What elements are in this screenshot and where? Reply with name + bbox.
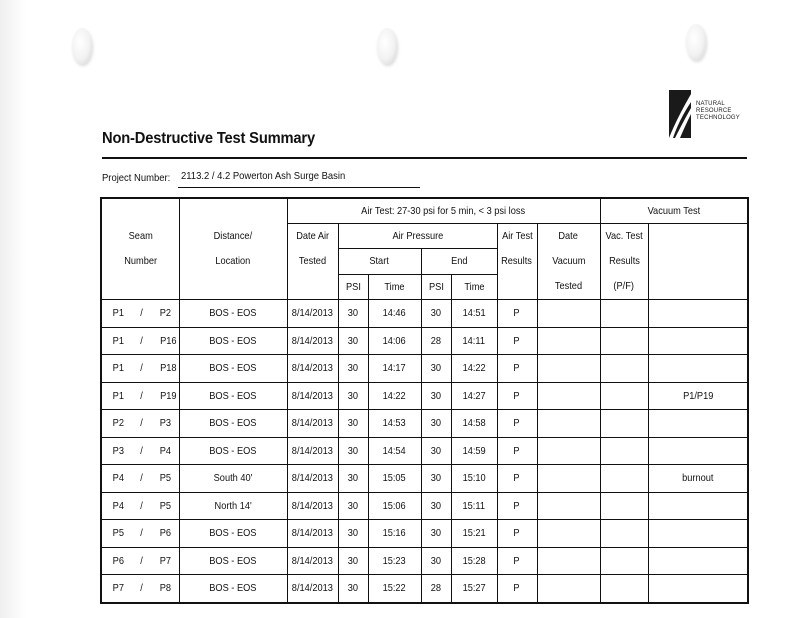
start-psi-value: 30 [347, 417, 359, 430]
seam-separator: / [140, 389, 143, 402]
table-row [101, 547, 748, 575]
location-value: BOS - EOS [209, 307, 257, 320]
vacuum-result-cell [600, 355, 648, 383]
date-air-cell [287, 547, 338, 575]
air-result-value: P [513, 444, 521, 457]
location-value: BOS - EOS [209, 334, 257, 347]
start-time-value: 15:22 [382, 582, 407, 595]
start-time-cell [368, 437, 421, 465]
seam-start-panel: P2 [112, 417, 124, 430]
vacuum-result-cell [600, 382, 648, 410]
logo-text [696, 101, 740, 122]
end-psi-cell [421, 355, 451, 383]
start-time-value: 14:54 [382, 444, 407, 457]
end-time-cell [451, 575, 497, 603]
date-air-value: 8/14/2013 [291, 334, 334, 347]
vac-test-results-header [600, 224, 648, 300]
page-title: Non-Destructive Test Summary [102, 130, 315, 147]
start-psi-value: 30 [347, 499, 359, 512]
seam-number-cell [101, 382, 179, 410]
air-result-cell [497, 300, 537, 328]
header-text: Results [501, 255, 533, 267]
end-psi-value: 30 [430, 307, 442, 320]
start-time-cell [368, 382, 421, 410]
vacuum-date-cell [537, 492, 600, 520]
start-psi-cell [338, 327, 368, 355]
date-air-cell [287, 520, 338, 548]
end-psi-cell [421, 410, 451, 438]
location-value: BOS - EOS [209, 362, 257, 375]
air-pressure-header [338, 224, 497, 249]
end-psi-cell [421, 437, 451, 465]
end-psi-value: 28 [430, 334, 442, 347]
table-row [101, 300, 748, 328]
date-air-cell [287, 300, 338, 328]
seam-start-panel: P1 [112, 307, 124, 320]
header-text: Date Air [296, 230, 329, 242]
vacuum-date-cell [537, 410, 600, 438]
header-text: Date [558, 230, 579, 242]
air-result-cell [497, 355, 537, 383]
seam-start-panel: P5 [112, 527, 124, 540]
comment-cell [648, 355, 748, 383]
seam-end-panel: P5 [159, 499, 172, 512]
start-time-cell [368, 410, 421, 438]
air-result-value: P [513, 334, 521, 347]
end-psi-value: 30 [430, 417, 442, 430]
start-time-value: 14:46 [382, 307, 407, 320]
logo-line: NATURAL [696, 101, 725, 107]
start-psi-value: 30 [347, 554, 359, 567]
seam-number-cell [101, 327, 179, 355]
start-time-value: 14:17 [382, 362, 407, 375]
start-psi-value: 30 [347, 527, 359, 540]
end-psi-value: 30 [430, 389, 442, 402]
seam-separator: / [140, 417, 143, 430]
end-psi-value: 30 [430, 444, 442, 457]
air-result-cell [497, 465, 537, 493]
vacuum-result-cell [600, 437, 648, 465]
location-value: South 40' [213, 472, 253, 485]
header-text: PSI [428, 280, 444, 293]
comment-cell [648, 410, 748, 438]
air-result-value: P [513, 499, 521, 512]
end-psi-value: 30 [430, 362, 442, 375]
seam-separator: / [140, 472, 143, 485]
header-text: Vacuum [551, 255, 586, 267]
date-air-value: 8/14/2013 [291, 389, 334, 402]
start-psi-value: 30 [347, 389, 359, 402]
location-cell [179, 300, 287, 328]
start-psi-value: 30 [347, 334, 359, 347]
start-psi-cell [338, 465, 368, 493]
table-row [101, 327, 748, 355]
end-time-cell [451, 327, 497, 355]
start-psi-value: 30 [347, 362, 359, 375]
vacuum-date-cell [537, 300, 600, 328]
seam-separator: / [140, 307, 143, 320]
start-time-value: 14:53 [382, 417, 407, 430]
logo-line: RESOURCE [696, 108, 732, 114]
end-psi-header [421, 274, 451, 299]
header-text: End [450, 255, 468, 268]
table-row [101, 382, 748, 410]
vacuum-date-cell [537, 547, 600, 575]
comment-cell [648, 300, 748, 328]
end-psi-value: 30 [430, 527, 442, 540]
location-value: BOS - EOS [209, 444, 257, 457]
air-result-value: P [513, 527, 521, 540]
table-row [101, 492, 748, 520]
air-result-cell [497, 410, 537, 438]
start-time-cell [368, 547, 421, 575]
end-time-header [451, 274, 497, 299]
end-psi-cell [421, 520, 451, 548]
date-air-cell [287, 437, 338, 465]
start-psi-value: 30 [347, 307, 359, 320]
header-text: Start [369, 255, 390, 268]
seam-end-panel: P18 [160, 362, 177, 375]
seam-separator: / [140, 582, 143, 595]
start-time-header [368, 274, 421, 299]
end-time-cell [451, 410, 497, 438]
table-row [101, 465, 748, 493]
date-air-value: 8/14/2013 [291, 417, 334, 430]
end-psi-cell [421, 492, 451, 520]
comment-cell [648, 492, 748, 520]
header-text: Results [608, 255, 640, 267]
seam-number-cell [101, 355, 179, 383]
start-time-value: 15:23 [382, 554, 407, 567]
date-air-value: 8/14/2013 [291, 582, 334, 595]
seam-number-cell [101, 465, 179, 493]
date-air-value: 8/14/2013 [291, 472, 334, 485]
seam-separator: / [140, 444, 143, 457]
table-row [101, 575, 748, 603]
start-psi-cell [338, 300, 368, 328]
air-result-cell [497, 575, 537, 603]
seam-number-cell [101, 547, 179, 575]
header-text: PSI [345, 280, 361, 293]
table-row [101, 520, 748, 548]
comment-cell [648, 382, 748, 410]
vacuum-result-cell [600, 465, 648, 493]
header-text: (P/F) [613, 280, 635, 292]
vacuum-result-cell [600, 520, 648, 548]
end-time-value: 14:22 [462, 362, 486, 375]
date-air-value: 8/14/2013 [291, 499, 334, 512]
air-result-cell [497, 382, 537, 410]
project-number-underline [178, 187, 420, 188]
seam-start-panel: P4 [112, 499, 124, 512]
header-text: Distance/ [213, 230, 253, 242]
location-cell [179, 327, 287, 355]
location-cell [179, 492, 287, 520]
comment-cell [648, 520, 748, 548]
start-time-cell [368, 575, 421, 603]
start-psi-value: 30 [347, 444, 359, 457]
start-psi-cell [338, 437, 368, 465]
end-time-value: 14:58 [462, 417, 486, 430]
vacuum-date-cell [537, 355, 600, 383]
header-text: Time [463, 280, 485, 293]
comment-cell [648, 437, 748, 465]
air-result-value: P [513, 417, 521, 430]
end-time-value: 15:10 [462, 472, 486, 485]
header-text: Tested [554, 280, 583, 292]
location-value: North 14' [214, 499, 252, 512]
start-psi-header [338, 274, 368, 299]
start-time-value: 15:16 [382, 527, 407, 540]
date-air-cell [287, 382, 338, 410]
header-text: Location [215, 255, 251, 267]
location-value: BOS - EOS [209, 582, 257, 595]
end-time-cell [451, 492, 497, 520]
end-psi-cell [421, 327, 451, 355]
title-divider [102, 157, 747, 159]
location-cell [179, 355, 287, 383]
end-psi-cell [421, 382, 451, 410]
comment-value: burnout [682, 472, 714, 485]
test-summary-table [100, 197, 749, 604]
end-psi-cell [421, 575, 451, 603]
end-time-value: 15:21 [462, 527, 486, 540]
seam-number-cell [101, 300, 179, 328]
air-result-value: P [513, 554, 521, 567]
seam-end-panel: P19 [160, 389, 177, 402]
end-time-cell [451, 300, 497, 328]
start-psi-cell [338, 520, 368, 548]
header-text: Vacuum Test [647, 205, 701, 217]
header-text: Number [123, 255, 157, 267]
date-air-value: 8/14/2013 [291, 527, 334, 540]
seam-end-panel: P2 [159, 307, 172, 320]
date-air-cell [287, 355, 338, 383]
company-logo [667, 88, 747, 140]
end-time-value: 15:27 [462, 582, 486, 595]
start-time-cell [368, 327, 421, 355]
seam-start-panel: P1 [112, 389, 124, 402]
seam-separator: / [140, 334, 143, 347]
header-text: Air Test [501, 230, 533, 242]
location-cell [179, 547, 287, 575]
seam-end-panel: P4 [159, 444, 172, 457]
header-text: Vac. Test [605, 230, 643, 242]
date-vacuum-tested-header [537, 224, 600, 300]
vacuum-result-cell [600, 547, 648, 575]
start-psi-cell [338, 355, 368, 383]
start-time-cell [368, 300, 421, 328]
location-cell [179, 437, 287, 465]
seam-start-panel: P7 [112, 582, 124, 595]
project-number-value: 2113.2 / 4.2 Powerton Ash Surge Basin [181, 170, 346, 182]
seam-start-panel: P3 [112, 444, 124, 457]
end-time-value: 14:51 [462, 307, 486, 320]
end-time-cell [451, 382, 497, 410]
end-time-cell [451, 465, 497, 493]
seam-end-panel: P3 [159, 417, 172, 430]
start-psi-cell [338, 547, 368, 575]
vacuum-test-group-header [600, 198, 748, 224]
end-time-cell [451, 520, 497, 548]
header-text: Time [384, 280, 405, 293]
air-result-value: P [513, 307, 521, 320]
project-number-label: Project Number: [102, 172, 171, 184]
vacuum-date-cell [537, 520, 600, 548]
binder-hole [72, 28, 92, 64]
vacuum-result-cell [600, 410, 648, 438]
comment-cell [648, 547, 748, 575]
scan-edge-shadow [0, 0, 26, 618]
start-psi-cell [338, 382, 368, 410]
air-result-cell [497, 492, 537, 520]
start-time-cell [368, 520, 421, 548]
start-time-value: 14:06 [382, 334, 407, 347]
header-text: Air Test: 27-30 psi for 5 min, < 3 psi loss [361, 205, 526, 217]
logo-line: TECHNOLOGY [696, 115, 741, 121]
start-time-cell [368, 465, 421, 493]
table-row [101, 437, 748, 465]
location-cell [179, 520, 287, 548]
binder-hole [686, 24, 706, 60]
end-time-cell [451, 547, 497, 575]
air-test-results-header [497, 224, 537, 300]
binder-hole [377, 28, 397, 64]
comment-value: P1/P19 [682, 389, 714, 402]
air-result-value: P [513, 582, 521, 595]
date-air-tested-header [287, 224, 338, 300]
end-psi-cell [421, 300, 451, 328]
seam-separator: / [140, 362, 143, 375]
seam-end-panel: P5 [159, 472, 172, 485]
end-psi-value: 30 [430, 472, 442, 485]
seam-start-panel: P4 [112, 472, 124, 485]
vacuum-result-cell [600, 300, 648, 328]
location-value: BOS - EOS [209, 389, 257, 402]
start-psi-cell [338, 410, 368, 438]
end-time-cell [451, 355, 497, 383]
start-time-cell [368, 355, 421, 383]
location-cell [179, 410, 287, 438]
start-time-value: 15:05 [382, 472, 407, 485]
end-header [421, 249, 497, 274]
date-air-value: 8/14/2013 [291, 362, 334, 375]
air-result-value: P [513, 472, 521, 485]
seam-number-header [101, 198, 179, 300]
start-psi-value: 30 [347, 472, 359, 485]
air-result-cell [497, 437, 537, 465]
header-text: Tested [298, 255, 327, 267]
seam-start-panel: P1 [112, 334, 124, 347]
air-result-cell [497, 520, 537, 548]
header-text: Air Pressure [392, 230, 443, 243]
comment-cell [648, 575, 748, 603]
vacuum-date-cell [537, 437, 600, 465]
start-psi-cell [338, 575, 368, 603]
seam-number-cell [101, 492, 179, 520]
end-time-cell [451, 437, 497, 465]
end-psi-value: 28 [430, 582, 442, 595]
start-header [338, 249, 421, 274]
seam-start-panel: P1 [112, 362, 124, 375]
end-time-value: 14:27 [462, 389, 486, 402]
location-cell [179, 382, 287, 410]
start-time-value: 15:06 [382, 499, 407, 512]
seam-separator: / [140, 499, 143, 512]
end-time-value: 14:11 [462, 334, 486, 347]
date-air-cell [287, 327, 338, 355]
date-air-cell [287, 575, 338, 603]
seam-number-cell [101, 575, 179, 603]
air-result-cell [497, 547, 537, 575]
seam-separator: / [140, 527, 143, 540]
air-test-group-header [287, 198, 600, 224]
seam-number-cell [101, 410, 179, 438]
seam-end-panel: P16 [160, 334, 177, 347]
start-psi-cell [338, 492, 368, 520]
end-psi-cell [421, 547, 451, 575]
air-result-value: P [513, 362, 521, 375]
air-result-cell [497, 327, 537, 355]
date-air-value: 8/14/2013 [291, 554, 334, 567]
seam-end-panel: P7 [159, 554, 172, 567]
location-cell [179, 575, 287, 603]
end-time-value: 14:59 [462, 444, 486, 457]
header-text: Seam [128, 230, 153, 242]
start-time-value: 14:22 [382, 389, 407, 402]
seam-number-cell [101, 520, 179, 548]
location-value: BOS - EOS [209, 554, 257, 567]
comment-cell [648, 465, 748, 493]
seam-end-panel: P6 [159, 527, 172, 540]
vacuum-date-cell [537, 382, 600, 410]
table-row [101, 355, 748, 383]
vacuum-result-cell [600, 492, 648, 520]
vacuum-date-cell [537, 465, 600, 493]
vacuum-result-cell [600, 575, 648, 603]
end-psi-value: 30 [430, 499, 442, 512]
vacuum-date-cell [537, 575, 600, 603]
location-value: BOS - EOS [209, 527, 257, 540]
location-cell [179, 465, 287, 493]
table-row [101, 410, 748, 438]
air-result-value: P [513, 389, 521, 402]
start-psi-value: 30 [347, 582, 359, 595]
end-psi-cell [421, 465, 451, 493]
comment-cell [648, 327, 748, 355]
end-psi-value: 30 [430, 554, 442, 567]
date-air-cell [287, 410, 338, 438]
seam-separator: / [140, 554, 143, 567]
seam-number-cell [101, 437, 179, 465]
start-time-cell [368, 492, 421, 520]
end-time-value: 15:11 [462, 499, 486, 512]
seam-start-panel: P6 [112, 554, 124, 567]
date-air-cell [287, 465, 338, 493]
distance-location-header [179, 198, 287, 300]
location-value: BOS - EOS [209, 417, 257, 430]
vacuum-date-cell [537, 327, 600, 355]
date-air-value: 8/14/2013 [291, 307, 334, 320]
vacuum-result-cell [600, 327, 648, 355]
date-air-cell [287, 492, 338, 520]
date-air-value: 8/14/2013 [291, 444, 334, 457]
end-time-value: 15:28 [462, 554, 486, 567]
seam-end-panel: P8 [159, 582, 172, 595]
